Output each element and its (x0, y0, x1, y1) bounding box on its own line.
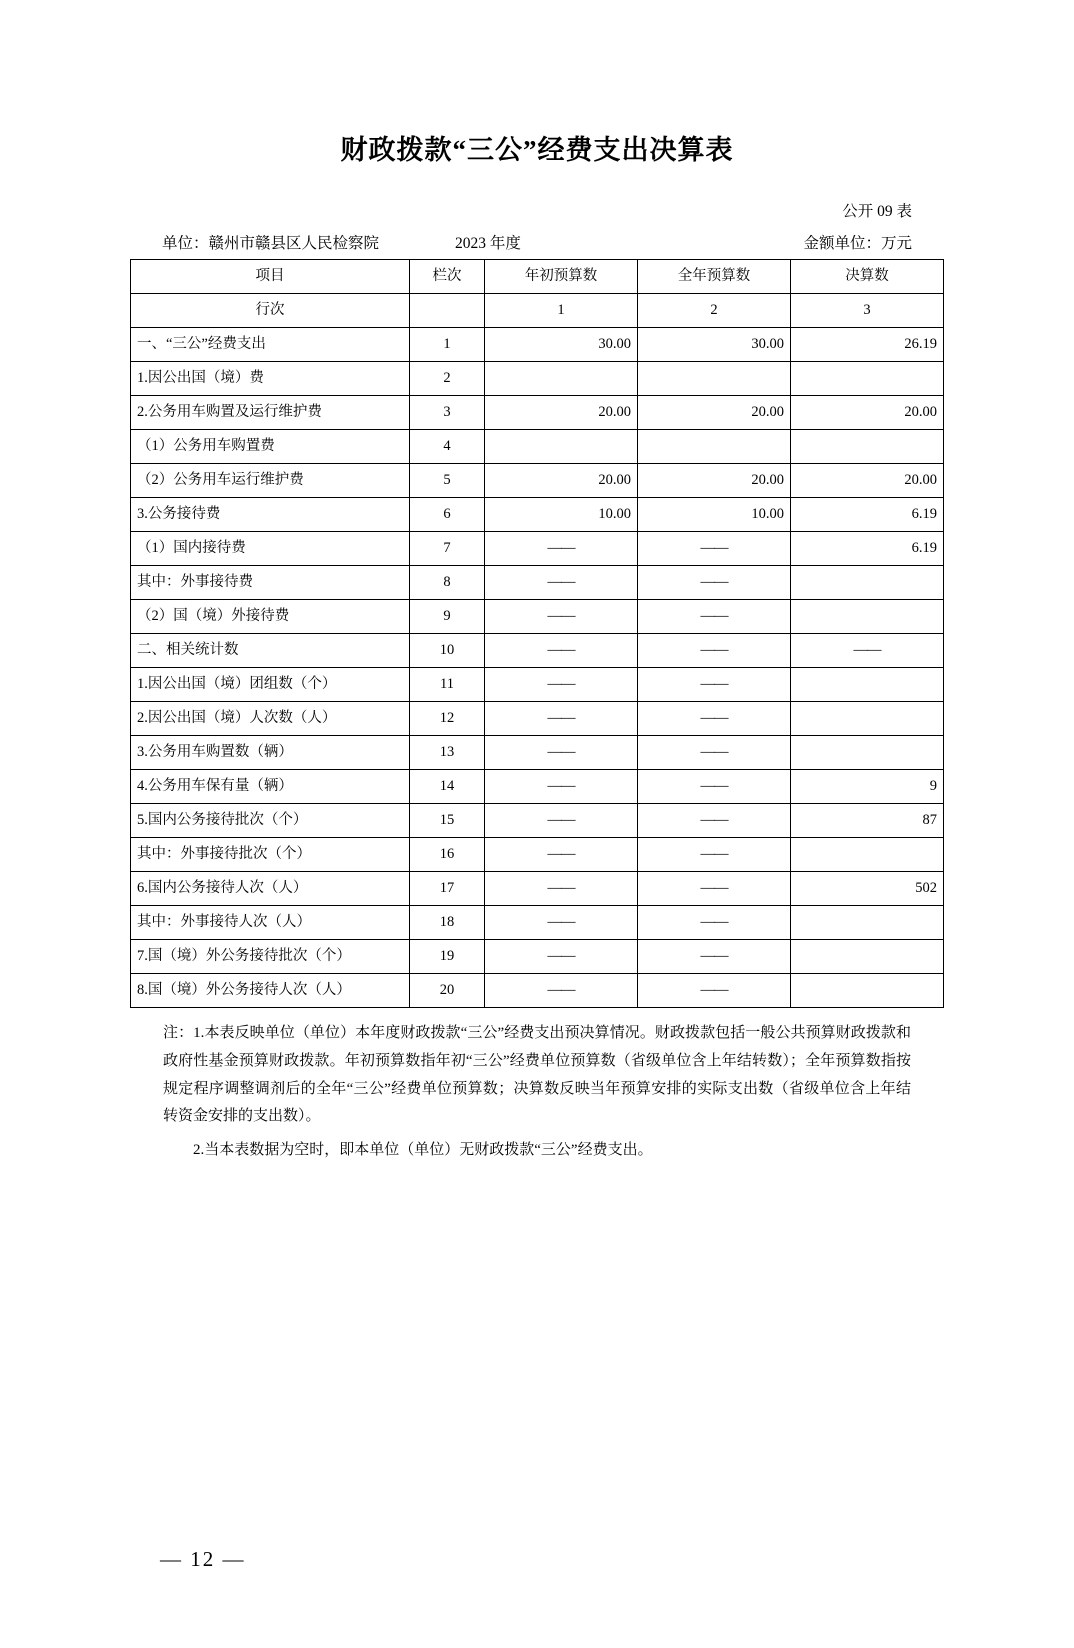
row-value-cell: —— (485, 532, 638, 566)
row-value-cell: —— (638, 906, 791, 940)
row-value-cell: —— (485, 736, 638, 770)
row-column-number: 14 (410, 770, 485, 804)
row-column-number: 17 (410, 872, 485, 906)
table-header-row (131, 260, 944, 294)
table-row (131, 702, 944, 736)
row-value-cell: —— (638, 872, 791, 906)
row-value-cell: —— (485, 600, 638, 634)
row-item-label: 二、相关统计数 (131, 634, 410, 668)
row-value-cell: —— (485, 668, 638, 702)
row-value-cell: —— (638, 600, 791, 634)
row-item-label: 5.国内公务接待批次（个） (131, 804, 410, 838)
row-item-label: （2）国（境）外接待费 (131, 600, 410, 634)
row-value-cell: 20.00 (638, 464, 791, 498)
row-item-label: 3.公务接待费 (131, 498, 410, 532)
row-value-cell: 20.00 (638, 396, 791, 430)
table-row (131, 668, 944, 702)
row-value-cell: —— (485, 974, 638, 1008)
row-column-number: 3 (410, 396, 485, 430)
table-row (131, 362, 944, 396)
row-item-label: 1.因公出国（境）费 (131, 362, 410, 396)
row-value-cell (485, 362, 638, 396)
row-item-label: （1）国内接待费 (131, 532, 410, 566)
row-value-cell: 502 (791, 872, 944, 906)
row-item-label: 其中：外事接待批次（个） (131, 838, 410, 872)
meta-year: 2023 年度 (455, 235, 521, 252)
row-value-cell: 10.00 (485, 498, 638, 532)
row-column-number: 20 (410, 974, 485, 1008)
table-row (131, 566, 944, 600)
row-value-cell: —— (485, 702, 638, 736)
row-value-cell (791, 668, 944, 702)
table-row (131, 736, 944, 770)
row-column-number: 5 (410, 464, 485, 498)
row-column-number: 15 (410, 804, 485, 838)
row-value-cell: 9 (791, 770, 944, 804)
row-value-cell: —— (638, 804, 791, 838)
table-row (131, 396, 944, 430)
table-row (131, 804, 944, 838)
table-row (131, 464, 944, 498)
table-meta (0, 231, 1074, 253)
row-item-label: 其中：外事接待人次（人） (131, 906, 410, 940)
row-value-cell: —— (485, 906, 638, 940)
row-item-label: 3.公务用车购置数（辆） (131, 736, 410, 770)
row-value-cell: —— (638, 838, 791, 872)
table-row (131, 838, 944, 872)
row-value-cell: —— (638, 974, 791, 1008)
row-value-cell: —— (638, 736, 791, 770)
row-column-number: 11 (410, 668, 485, 702)
row-value-cell: 20.00 (791, 464, 944, 498)
row-value-cell: —— (485, 838, 638, 872)
rowindex-cell: 3 (791, 294, 944, 328)
document-page (0, 128, 1074, 1648)
row-value-cell (791, 940, 944, 974)
row-value-cell (791, 566, 944, 600)
table-row (131, 600, 944, 634)
row-item-label: 8.国（境）外公务接待人次（人） (131, 974, 410, 1008)
table-row (131, 906, 944, 940)
row-value-cell: 20.00 (485, 464, 638, 498)
rowindex-cell (410, 294, 485, 328)
row-value-cell (791, 906, 944, 940)
row-column-number: 16 (410, 838, 485, 872)
row-item-label: 一、“三公”经费支出 (131, 328, 410, 362)
table-rowindex-row (131, 294, 944, 328)
row-value-cell (485, 430, 638, 464)
row-item-label: 其中：外事接待费 (131, 566, 410, 600)
note-2: 2.当本表数据为空时，即本单位（单位）无财政拨款“三公”经费支出。 (193, 1142, 653, 1158)
row-column-number: 7 (410, 532, 485, 566)
row-column-number: 10 (410, 634, 485, 668)
row-value-cell (791, 974, 944, 1008)
row-value-cell: —— (485, 634, 638, 668)
table-header-cell: 决算数 (791, 260, 944, 294)
row-item-label: 2.因公出国（境）人次数（人） (131, 702, 410, 736)
row-value-cell: —— (638, 940, 791, 974)
table-row (131, 328, 944, 362)
row-value-cell: 87 (791, 804, 944, 838)
row-value-cell: —— (638, 770, 791, 804)
table-row (131, 872, 944, 906)
page-number: — 12 — (160, 1547, 246, 1571)
row-item-label: 2.公务用车购置及运行维护费 (131, 396, 410, 430)
row-value-cell: 10.00 (638, 498, 791, 532)
table-header-cell: 年初预算数 (485, 260, 638, 294)
row-value-cell: —— (638, 634, 791, 668)
row-value-cell: —— (638, 668, 791, 702)
row-value-cell: 20.00 (485, 396, 638, 430)
row-value-cell (791, 702, 944, 736)
row-item-label: 1.因公出国（境）团组数（个） (131, 668, 410, 702)
row-value-cell (638, 362, 791, 396)
table-row (131, 940, 944, 974)
note-1: 注：1.本表反映单位（单位）本年度财政拨款“三公”经费支出预决算情况。财政拨款包括一般公共预算财政拨款和政府性基金预算财政拨款。年初预算数指年初“三公”经费单位预算数（省级单位含上年结转数）；全年预算数指按规定程序调整调剂后的全年“三公”经费单位预算数；决算数反映当年预算安排的实际支出数（省级单位含上年结转资金安排的支出数）。 (163, 1025, 911, 1125)
row-value-cell (791, 736, 944, 770)
table-row (131, 430, 944, 464)
row-value-cell: 26.19 (791, 328, 944, 362)
row-item-label: 4.公务用车保有量（辆） (131, 770, 410, 804)
row-value-cell: —— (485, 566, 638, 600)
row-value-cell: 6.19 (791, 498, 944, 532)
table-row (131, 498, 944, 532)
row-item-label: （1）公务用车购置费 (131, 430, 410, 464)
row-column-number: 1 (410, 328, 485, 362)
row-value-cell (791, 838, 944, 872)
row-value-cell: 20.00 (791, 396, 944, 430)
row-column-number: 13 (410, 736, 485, 770)
row-value-cell: —— (485, 770, 638, 804)
meta-amount-unit: 金额单位：万元 (803, 235, 912, 252)
row-column-number: 8 (410, 566, 485, 600)
row-column-number: 6 (410, 498, 485, 532)
three-public-expense-table (130, 259, 944, 1008)
page-title: 财政拨款“三公”经费支出决算表 (340, 135, 734, 165)
table-header-cell: 项目 (131, 260, 410, 294)
row-value-cell (638, 430, 791, 464)
table-row (131, 634, 944, 668)
table-header-cell: 栏次 (410, 260, 485, 294)
row-column-number: 4 (410, 430, 485, 464)
row-column-number: 18 (410, 906, 485, 940)
table-row (131, 532, 944, 566)
rowindex-cell: 2 (638, 294, 791, 328)
table-row (131, 974, 944, 1008)
row-value-cell: 30.00 (638, 328, 791, 362)
row-column-number: 2 (410, 362, 485, 396)
row-value-cell: —— (638, 566, 791, 600)
rowindex-label: 行次 (131, 294, 410, 328)
row-value-cell (791, 430, 944, 464)
row-value-cell: —— (791, 634, 944, 668)
row-column-number: 9 (410, 600, 485, 634)
row-value-cell: —— (485, 940, 638, 974)
row-value-cell (791, 362, 944, 396)
row-value-cell: —— (485, 872, 638, 906)
row-value-cell (791, 600, 944, 634)
row-value-cell: 6.19 (791, 532, 944, 566)
table-header-cell: 全年预算数 (638, 260, 791, 294)
row-column-number: 12 (410, 702, 485, 736)
table-row (131, 770, 944, 804)
row-item-label: 7.国（境）外公务接待批次（个） (131, 940, 410, 974)
row-column-number: 19 (410, 940, 485, 974)
row-item-label: 6.国内公务接待人次（人） (131, 872, 410, 906)
row-value-cell: —— (638, 532, 791, 566)
row-item-label: （2）公务用车运行维护费 (131, 464, 410, 498)
row-value-cell: —— (485, 804, 638, 838)
row-value-cell: —— (638, 702, 791, 736)
sheet-code: 公开 09 表 (842, 203, 912, 220)
table-notes (163, 1020, 911, 1165)
rowindex-cell: 1 (485, 294, 638, 328)
row-value-cell: 30.00 (485, 328, 638, 362)
meta-unit-name: 单位：赣州市赣县区人民检察院 (162, 235, 380, 252)
